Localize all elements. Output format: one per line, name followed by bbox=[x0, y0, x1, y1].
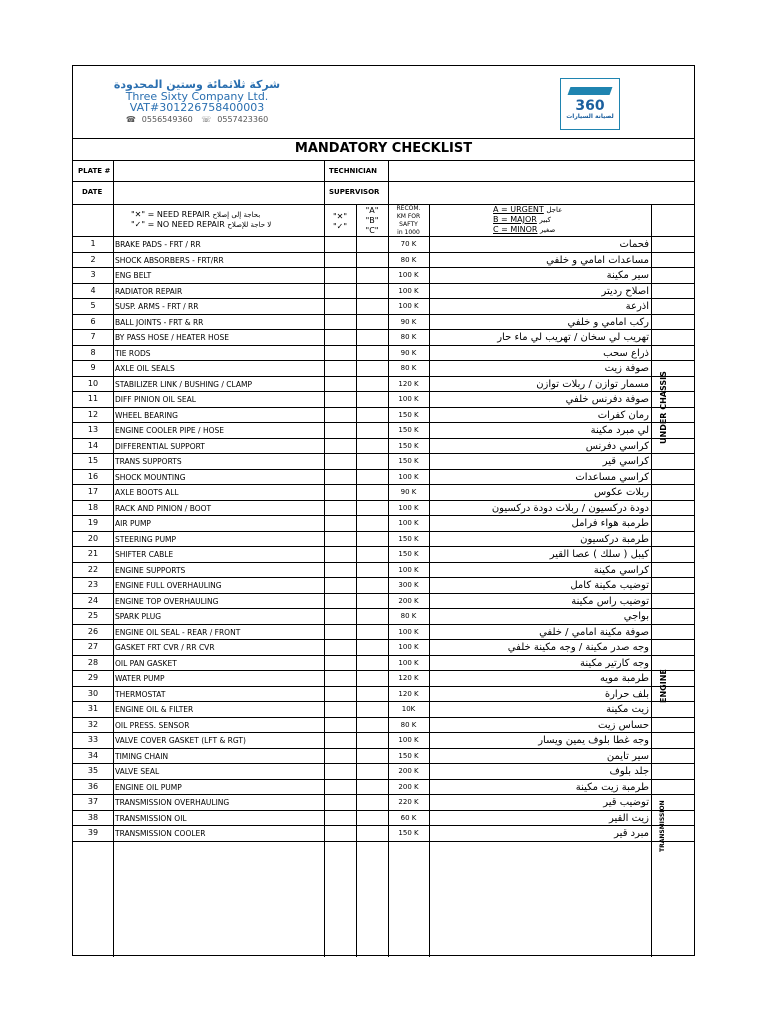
divider bbox=[73, 204, 694, 205]
logo-subtitle: لصيانة السيارات bbox=[566, 113, 614, 120]
recommended-km-header bbox=[388, 205, 429, 237]
item-name-english: OIL PRESS. SENSOR bbox=[115, 720, 190, 730]
table-row bbox=[73, 795, 694, 811]
item-number: 27 bbox=[87, 642, 99, 651]
recom-line-3: SAFTY bbox=[399, 221, 418, 228]
item-number: 36 bbox=[87, 781, 99, 791]
recom-line-4: in 1000 bbox=[397, 229, 420, 236]
item-name-english: BRAKE PADS - FRT / RR bbox=[115, 240, 201, 249]
table-row bbox=[73, 454, 694, 470]
item-recommended-km: 150 K bbox=[398, 441, 419, 450]
no-need-repair-legend-arabic: لا حاجة للإصلاح bbox=[227, 221, 272, 229]
item-name-english: THERMOSTAT bbox=[115, 689, 166, 699]
item-name-english: BALL JOINTS - FRT & RR bbox=[115, 317, 204, 327]
phone-number-2: 0557423360 bbox=[217, 115, 269, 124]
table-row bbox=[73, 470, 694, 486]
mark-legend bbox=[324, 212, 356, 232]
item-name-arabic: جلد بلوف bbox=[609, 766, 649, 777]
minor-legend-arabic: صغير bbox=[540, 226, 556, 234]
item-name-english: ENGINE OIL & FILTER bbox=[115, 705, 194, 714]
item-number: 17 bbox=[87, 487, 99, 496]
item-name-arabic: فحمات bbox=[619, 239, 649, 250]
item-number: 18 bbox=[87, 502, 99, 512]
item-number: 26 bbox=[87, 626, 99, 636]
item-name-english: TRANSMISSION OVERHAULING bbox=[115, 798, 230, 807]
item-number: 28 bbox=[87, 657, 99, 667]
minor-legend: C = MINOR bbox=[493, 225, 538, 234]
major-legend: B = MAJOR bbox=[493, 215, 537, 224]
item-recommended-km: 100 K bbox=[398, 395, 419, 403]
repair-legend bbox=[131, 210, 341, 230]
item-number: 7 bbox=[90, 332, 96, 341]
item-recommended-km: 90 K bbox=[400, 317, 417, 326]
table-row bbox=[73, 253, 694, 269]
table-row bbox=[73, 687, 694, 703]
item-recommended-km: 220 K bbox=[398, 798, 419, 806]
item-number: 3 bbox=[90, 270, 96, 279]
item-recommended-km: 200 K bbox=[398, 782, 419, 791]
checklist-sheet bbox=[72, 65, 695, 956]
urgency-legend bbox=[493, 205, 593, 235]
item-name-english: BY PASS HOSE / HEATER HOSE bbox=[115, 333, 230, 342]
item-name-english: STEERING PUMP bbox=[115, 534, 177, 544]
item-name-english: DIFFERENTIAL SUPPORT bbox=[115, 441, 205, 451]
item-recommended-km: 80 K bbox=[400, 612, 417, 620]
table-row bbox=[73, 578, 694, 594]
item-recommended-km: 120 K bbox=[398, 379, 419, 388]
item-number: 12 bbox=[87, 409, 99, 419]
need-repair-legend-arabic: بحاجة إلى إصلاح bbox=[212, 211, 261, 219]
item-recommended-km: 100 K bbox=[398, 658, 419, 667]
table-row bbox=[73, 237, 694, 253]
table-row bbox=[73, 299, 694, 315]
table-row bbox=[73, 671, 694, 687]
phone-icon: ☏ bbox=[201, 115, 212, 124]
item-name-english: ENGINE TOP OVERHAULING bbox=[115, 596, 219, 606]
item-name-arabic: طرمبة هواء فرامل bbox=[571, 518, 649, 529]
phone-numbers bbox=[107, 115, 287, 125]
item-recommended-km: 120 K bbox=[398, 689, 419, 698]
item-name-arabic: طرمبة زيت مكينة bbox=[575, 781, 649, 793]
table-row bbox=[73, 764, 694, 780]
item-name-arabic: توضيب مكينة كامل bbox=[570, 580, 649, 591]
item-name-arabic: صوفة مكينة امامي / خلفي bbox=[539, 626, 649, 638]
item-name-english: SPARK PLUG bbox=[115, 612, 162, 621]
item-number: 14 bbox=[87, 440, 99, 450]
item-recommended-km: 80 K bbox=[400, 333, 417, 341]
table-row bbox=[73, 408, 694, 424]
item-name-english: TRANSMISSION OIL bbox=[115, 813, 187, 823]
item-number: 25 bbox=[87, 611, 99, 620]
table-row bbox=[73, 609, 694, 625]
plate-label: PLATE # bbox=[78, 167, 111, 175]
item-name-arabic: توضيب راس مكينة bbox=[571, 595, 649, 607]
item-number: 37 bbox=[87, 797, 99, 806]
item-number: 8 bbox=[90, 347, 96, 357]
table-row bbox=[73, 361, 694, 377]
item-recommended-km: 10K bbox=[401, 705, 416, 713]
table-row bbox=[73, 377, 694, 393]
item-recommended-km: 100 K bbox=[398, 736, 419, 744]
item-recommended-km: 90 K bbox=[400, 488, 417, 496]
item-number: 34 bbox=[87, 750, 99, 760]
need-repair-legend: "✕" = NEED REPAIR bbox=[131, 210, 210, 219]
technician-label: TECHNICIAN bbox=[329, 167, 378, 175]
item-name-english: STABILIZER LINK / BUSHING / CLAMP bbox=[115, 379, 252, 389]
item-name-arabic: ذراع سحب bbox=[603, 347, 649, 359]
item-recommended-km: 90 K bbox=[400, 348, 417, 357]
item-recommended-km: 100 K bbox=[398, 302, 419, 310]
item-name-english: SHOCK MOUNTING bbox=[115, 472, 186, 482]
item-name-arabic: زيت مكينة bbox=[606, 704, 649, 715]
item-name-english: RACK AND PINION / BOOT bbox=[115, 503, 212, 513]
phone-number-1: 0556549360 bbox=[141, 115, 193, 124]
item-name-arabic: صوفة دفرنس خلفي bbox=[565, 394, 649, 405]
item-name-english: TRANS SUPPORTS bbox=[115, 457, 182, 466]
table-row bbox=[73, 439, 694, 455]
table-row bbox=[73, 392, 694, 408]
item-number: 33 bbox=[87, 735, 99, 744]
item-number: 30 bbox=[87, 688, 99, 698]
item-name-english: AXLE BOOTS ALL bbox=[115, 488, 179, 497]
item-number: 22 bbox=[87, 564, 99, 574]
item-name-english: AIR PUMP bbox=[115, 519, 151, 528]
divider bbox=[73, 181, 694, 182]
item-name-arabic: سير تايمن bbox=[606, 750, 649, 762]
item-number: 38 bbox=[87, 812, 99, 822]
item-name-arabic: دودة دركسيون / ربلات دودة دركسيون bbox=[491, 502, 649, 514]
urgent-legend: A = URGENT bbox=[493, 205, 544, 214]
table-row bbox=[73, 702, 694, 718]
page-title: MANDATORY CHECKLIST bbox=[73, 138, 694, 161]
item-number: 21 bbox=[87, 549, 99, 558]
item-name-english: GASKET FRT CVR / RR CVR bbox=[115, 643, 215, 652]
table-row bbox=[73, 811, 694, 827]
item-name-arabic: كراسي مكينة bbox=[593, 564, 649, 576]
item-recommended-km: 150 K bbox=[398, 410, 419, 419]
item-name-arabic: ركب امامي و خلفي bbox=[567, 316, 649, 328]
item-name-arabic: توضيب قير bbox=[603, 797, 649, 808]
item-recommended-km: 150 K bbox=[398, 534, 419, 543]
item-recommended-km: 60 K bbox=[400, 813, 417, 822]
divider bbox=[388, 160, 389, 204]
item-recommended-km: 100 K bbox=[398, 565, 419, 574]
item-name-arabic: مبرد قير bbox=[614, 828, 649, 839]
urgent-legend-arabic: عاجل bbox=[546, 206, 563, 214]
item-number: 23 bbox=[87, 580, 99, 589]
table-row bbox=[73, 346, 694, 362]
item-number: 39 bbox=[87, 828, 99, 837]
item-name-english: WATER PUMP bbox=[115, 674, 165, 683]
item-number: 2 bbox=[90, 254, 96, 264]
item-name-english: TRANSMISSION COOLER bbox=[115, 829, 206, 838]
item-recommended-km: 100 K bbox=[398, 643, 419, 651]
recom-line-1: RECOM. bbox=[396, 205, 421, 212]
item-name-english: ENGINE OIL SEAL - REAR / FRONT bbox=[115, 627, 241, 637]
whatsapp-icon: ☎ bbox=[125, 115, 136, 124]
table-row bbox=[73, 780, 694, 796]
item-name-english: ENGINE COOLER PIPE / HOSE bbox=[115, 426, 224, 435]
item-recommended-km: 100 K bbox=[398, 271, 419, 279]
company-logo bbox=[560, 78, 620, 130]
item-number: 31 bbox=[87, 704, 99, 713]
company-name-english: Three Sixty Company Ltd. bbox=[125, 90, 269, 103]
item-number: 29 bbox=[87, 673, 99, 682]
item-recommended-km: 150 K bbox=[398, 426, 419, 434]
no-need-repair-legend: "✓" = NO NEED REPAIR bbox=[131, 220, 225, 229]
item-recommended-km: 150 K bbox=[398, 457, 419, 465]
table-row bbox=[73, 268, 694, 284]
item-number: 35 bbox=[87, 766, 99, 775]
table-row bbox=[73, 330, 694, 346]
grade-legend bbox=[356, 206, 388, 236]
table-row bbox=[73, 485, 694, 501]
item-name-arabic: تهريب لي سخان / تهريب لي ماء حار bbox=[497, 332, 649, 343]
item-name-english: OIL PAN GASKET bbox=[115, 658, 177, 668]
item-number: 20 bbox=[87, 533, 99, 543]
item-name-english: SHOCK ABSORBERS - FRT/RR bbox=[115, 255, 224, 265]
table-row bbox=[73, 718, 694, 734]
item-number: 9 bbox=[90, 363, 96, 372]
item-name-arabic: طرمبة دركسيون bbox=[580, 533, 649, 545]
item-number: 19 bbox=[87, 518, 99, 527]
item-name-arabic: سير مكينة bbox=[606, 270, 649, 281]
item-recommended-km: 70 K bbox=[400, 240, 417, 248]
header bbox=[73, 66, 694, 139]
item-name-english: WHEEL BEARING bbox=[115, 410, 178, 420]
table-row bbox=[73, 733, 694, 749]
item-recommended-km: 80 K bbox=[400, 720, 417, 729]
item-name-arabic: كراسي مساعدات bbox=[575, 471, 649, 483]
item-name-arabic: بلف حرارة bbox=[604, 688, 649, 700]
item-name-english: SHIFTER CABLE bbox=[115, 550, 174, 559]
section-engine: ENGINE bbox=[659, 669, 668, 704]
item-name-arabic: مسمار توازن / ربلات توازن bbox=[536, 378, 649, 390]
item-name-arabic: مساعدات امامي و خلفي bbox=[546, 254, 649, 266]
table-row bbox=[73, 284, 694, 300]
item-name-english: ENGINE OIL PUMP bbox=[115, 782, 182, 792]
grade-a: "A" bbox=[365, 206, 379, 215]
item-name-arabic: صوفة زيت bbox=[604, 363, 649, 374]
item-name-arabic: حساس زيت bbox=[598, 719, 649, 731]
item-number: 4 bbox=[90, 285, 96, 295]
table-row bbox=[73, 749, 694, 765]
item-recommended-km: 200 K bbox=[398, 767, 419, 775]
table-row bbox=[73, 501, 694, 517]
company-block bbox=[107, 79, 287, 125]
item-name-arabic: وجه كارتير مكينة bbox=[580, 657, 649, 669]
table-row bbox=[73, 625, 694, 641]
divider bbox=[113, 160, 114, 204]
grade-b: "B" bbox=[365, 216, 379, 225]
item-recommended-km: 100 K bbox=[398, 286, 419, 295]
item-name-english: SUSP. ARMS - FRT / RR bbox=[115, 302, 199, 311]
table-row bbox=[73, 547, 694, 563]
logo-number: 360 bbox=[575, 98, 605, 114]
company-name-arabic: شركة ثلاثمائة وستين المحدودة bbox=[113, 78, 281, 91]
item-recommended-km: 80 K bbox=[400, 364, 417, 372]
item-recommended-km: 100 K bbox=[398, 472, 419, 481]
recom-line-2: KM FOR bbox=[396, 213, 421, 220]
item-recommended-km: 100 K bbox=[398, 627, 419, 636]
item-name-english: ENGINE FULL OVERHAULING bbox=[115, 581, 222, 590]
item-name-english: AXLE OIL SEALS bbox=[115, 364, 175, 373]
item-number: 16 bbox=[87, 471, 99, 481]
item-recommended-km: 100 K bbox=[398, 519, 419, 527]
item-name-arabic: اصلاح رديتر bbox=[601, 285, 649, 297]
item-name-arabic: كراسي دفرنس bbox=[585, 440, 649, 452]
item-number: 5 bbox=[90, 301, 96, 310]
item-name-arabic: وجه صدر مكينة / وجه مكينة خلفي bbox=[507, 642, 649, 653]
item-name-english: TIE RODS bbox=[115, 348, 151, 358]
item-name-arabic: زيت القير bbox=[608, 812, 649, 824]
item-name-arabic: رمان كفرات bbox=[597, 409, 649, 421]
item-recommended-km: 300 K bbox=[398, 581, 419, 589]
mark-check: "✓" bbox=[332, 222, 348, 231]
item-name-english: RADIATOR REPAIR bbox=[115, 286, 183, 296]
table-row bbox=[73, 656, 694, 672]
item-recommended-km: 100 K bbox=[398, 503, 419, 512]
item-number: 6 bbox=[90, 316, 96, 326]
vat-number: VAT#301226758400003 bbox=[129, 101, 265, 114]
item-recommended-km: 200 K bbox=[398, 596, 419, 605]
item-name-english: VALVE COVER GASKET (LFT & RGT) bbox=[115, 736, 246, 745]
mark-x: "✕" bbox=[332, 212, 348, 221]
table-row bbox=[73, 594, 694, 610]
item-recommended-km: 80 K bbox=[400, 255, 417, 264]
item-recommended-km: 120 K bbox=[398, 674, 419, 682]
table-row bbox=[73, 516, 694, 532]
major-legend-arabic: كبير bbox=[539, 216, 551, 224]
table-row bbox=[73, 315, 694, 331]
item-number: 15 bbox=[87, 456, 99, 465]
item-name-arabic: لي مبرد مكينة bbox=[590, 425, 649, 436]
date-label: DATE bbox=[82, 188, 103, 196]
grade-c: "C" bbox=[365, 226, 379, 235]
supervisor-label: SUPERVISOR bbox=[329, 188, 380, 196]
item-name-english: TIMING CHAIN bbox=[115, 751, 169, 761]
table-row bbox=[73, 532, 694, 548]
section-transmission: TRANSMISSION bbox=[659, 800, 666, 852]
item-number: 11 bbox=[87, 394, 99, 403]
item-name-arabic: بواجي bbox=[623, 611, 649, 622]
item-name-arabic: وجه غطا بلوف يمين ويسار bbox=[538, 735, 649, 746]
table-row bbox=[73, 563, 694, 579]
item-number: 1 bbox=[90, 239, 96, 248]
item-name-arabic: كيبل ( سلك ) عصا القير bbox=[549, 549, 649, 560]
divider bbox=[324, 160, 325, 204]
item-recommended-km: 150 K bbox=[398, 751, 419, 760]
item-recommended-km: 150 K bbox=[398, 550, 419, 558]
item-name-english: DIFF PINION OIL SEAL bbox=[115, 395, 196, 404]
item-name-arabic: ربلات عكوس bbox=[593, 487, 649, 498]
item-name-english: VALVE SEAL bbox=[115, 767, 160, 776]
item-name-english: ENGINE SUPPORTS bbox=[115, 565, 186, 575]
section-under-chassis: UNDER CHASSIS bbox=[659, 371, 668, 444]
item-number: 13 bbox=[87, 425, 99, 434]
logo-stripe bbox=[568, 87, 613, 95]
item-name-arabic: طرمبة مويه bbox=[599, 673, 649, 684]
table-row bbox=[73, 640, 694, 656]
item-name-english: ENG BELT bbox=[115, 271, 152, 280]
item-name-arabic: كراسي قير bbox=[602, 456, 649, 467]
item-number: 10 bbox=[87, 378, 99, 388]
table-row bbox=[73, 423, 694, 439]
item-name-arabic: اذرعة bbox=[625, 301, 649, 312]
item-number: 24 bbox=[87, 595, 99, 605]
item-number: 32 bbox=[87, 719, 99, 729]
table-row bbox=[73, 826, 694, 842]
item-recommended-km: 150 K bbox=[398, 829, 419, 837]
